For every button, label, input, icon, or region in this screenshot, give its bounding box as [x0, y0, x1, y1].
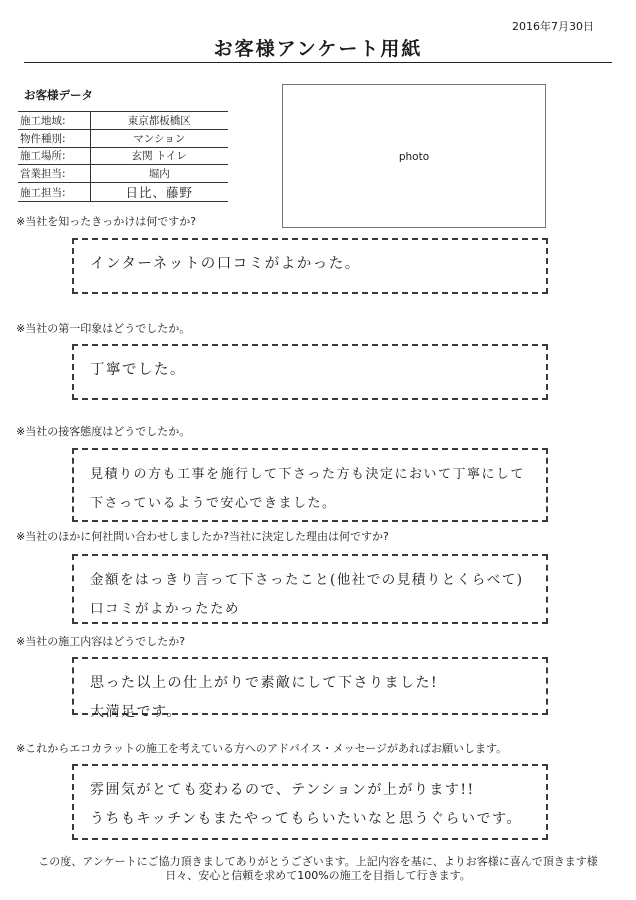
- answer-6-line-1: 雰囲気がとても変わるので、テンションが上がります!!: [90, 782, 475, 798]
- table-row: [18, 112, 228, 130]
- answer-3-line-1: 見積りの方も工事を施行して下さった方も決定において丁寧にして: [90, 467, 526, 482]
- answer-box-1: [72, 238, 548, 294]
- property-type-value: マンション: [90, 129, 228, 147]
- table-row: [18, 129, 228, 147]
- region-value: 東京都板橋区: [90, 112, 228, 130]
- region-label: 施工地域:: [18, 112, 90, 130]
- answer-5-line-2: 大満足です。: [90, 704, 182, 720]
- photo-label: photo: [398, 151, 430, 163]
- answer-box-6: [72, 764, 548, 840]
- answer-4-line-1: 金額をはっきり言って下さったこと(他社での見積りとくらべて): [90, 572, 524, 588]
- closing-message-line-1: この度、アンケートにご協力頂きましてありがとうございます。上記内容を基に、よりお客様に喜んで頂きます様: [38, 855, 598, 868]
- property-type-label: 物件種別:: [18, 129, 90, 147]
- work-location-label: 施工場所:: [18, 147, 90, 165]
- answer-5-line-1: 思った以上の仕上がりで素敵にして下さりました!: [90, 675, 439, 691]
- survey-date: 2016年7月30日: [512, 20, 594, 33]
- sales-staff-label: 営業担当:: [18, 165, 90, 183]
- answer-box-3: [72, 448, 548, 522]
- answer-box-2: [72, 344, 548, 400]
- table-row: [18, 147, 228, 165]
- answer-box-4: [72, 554, 548, 624]
- answer-4-line-2: 口コミがよかったため: [90, 601, 240, 617]
- title-divider: [24, 62, 612, 63]
- photo-placeholder: [282, 84, 546, 228]
- installer-label: 施工担当:: [18, 183, 90, 202]
- customer-data-heading: お客様データ: [24, 88, 93, 102]
- customer-data-table: [18, 111, 228, 202]
- question-2: ※当社の第一印象はどうでしたか。: [16, 322, 191, 335]
- closing-message: [0, 855, 636, 883]
- answer-3-line-2: 下さっているようで安心できました。: [90, 496, 337, 511]
- table-row: [18, 165, 228, 183]
- question-4: ※当社のほかに何社問い合わせしましたか?当社に決定した理由は何ですか?: [16, 530, 389, 543]
- question-1: ※当社を知ったきっかけは何ですか?: [16, 215, 197, 228]
- question-3: ※当社の接客態度はどうでしたか。: [16, 425, 191, 438]
- answer-box-5: [72, 657, 548, 720]
- installer-value: 日比、藤野: [90, 183, 228, 202]
- table-row: [18, 183, 228, 202]
- answer-2-line-1: 丁寧でした。: [90, 362, 186, 378]
- work-location-value: 玄関 トイレ: [90, 147, 228, 165]
- page-title: お客様アンケート用紙: [213, 38, 423, 60]
- answer-1-line-1: インターネットの口コミがよかった。: [90, 256, 361, 272]
- question-6: ※これからエコカラットの施工を考えている方へのアドバイス・メッセージがあればお願いします。: [16, 742, 508, 755]
- answer-6-line-2: うちもキッチンもまたやってもらいたいなと思うぐらいです。: [90, 811, 522, 827]
- sales-staff-value: 堀内: [90, 165, 228, 183]
- question-5: ※当社の施工内容はどうでしたか?: [16, 635, 186, 648]
- closing-message-line-2: 日々、安心と信頼を求めて100%の施工を目指して行きます。: [165, 869, 471, 882]
